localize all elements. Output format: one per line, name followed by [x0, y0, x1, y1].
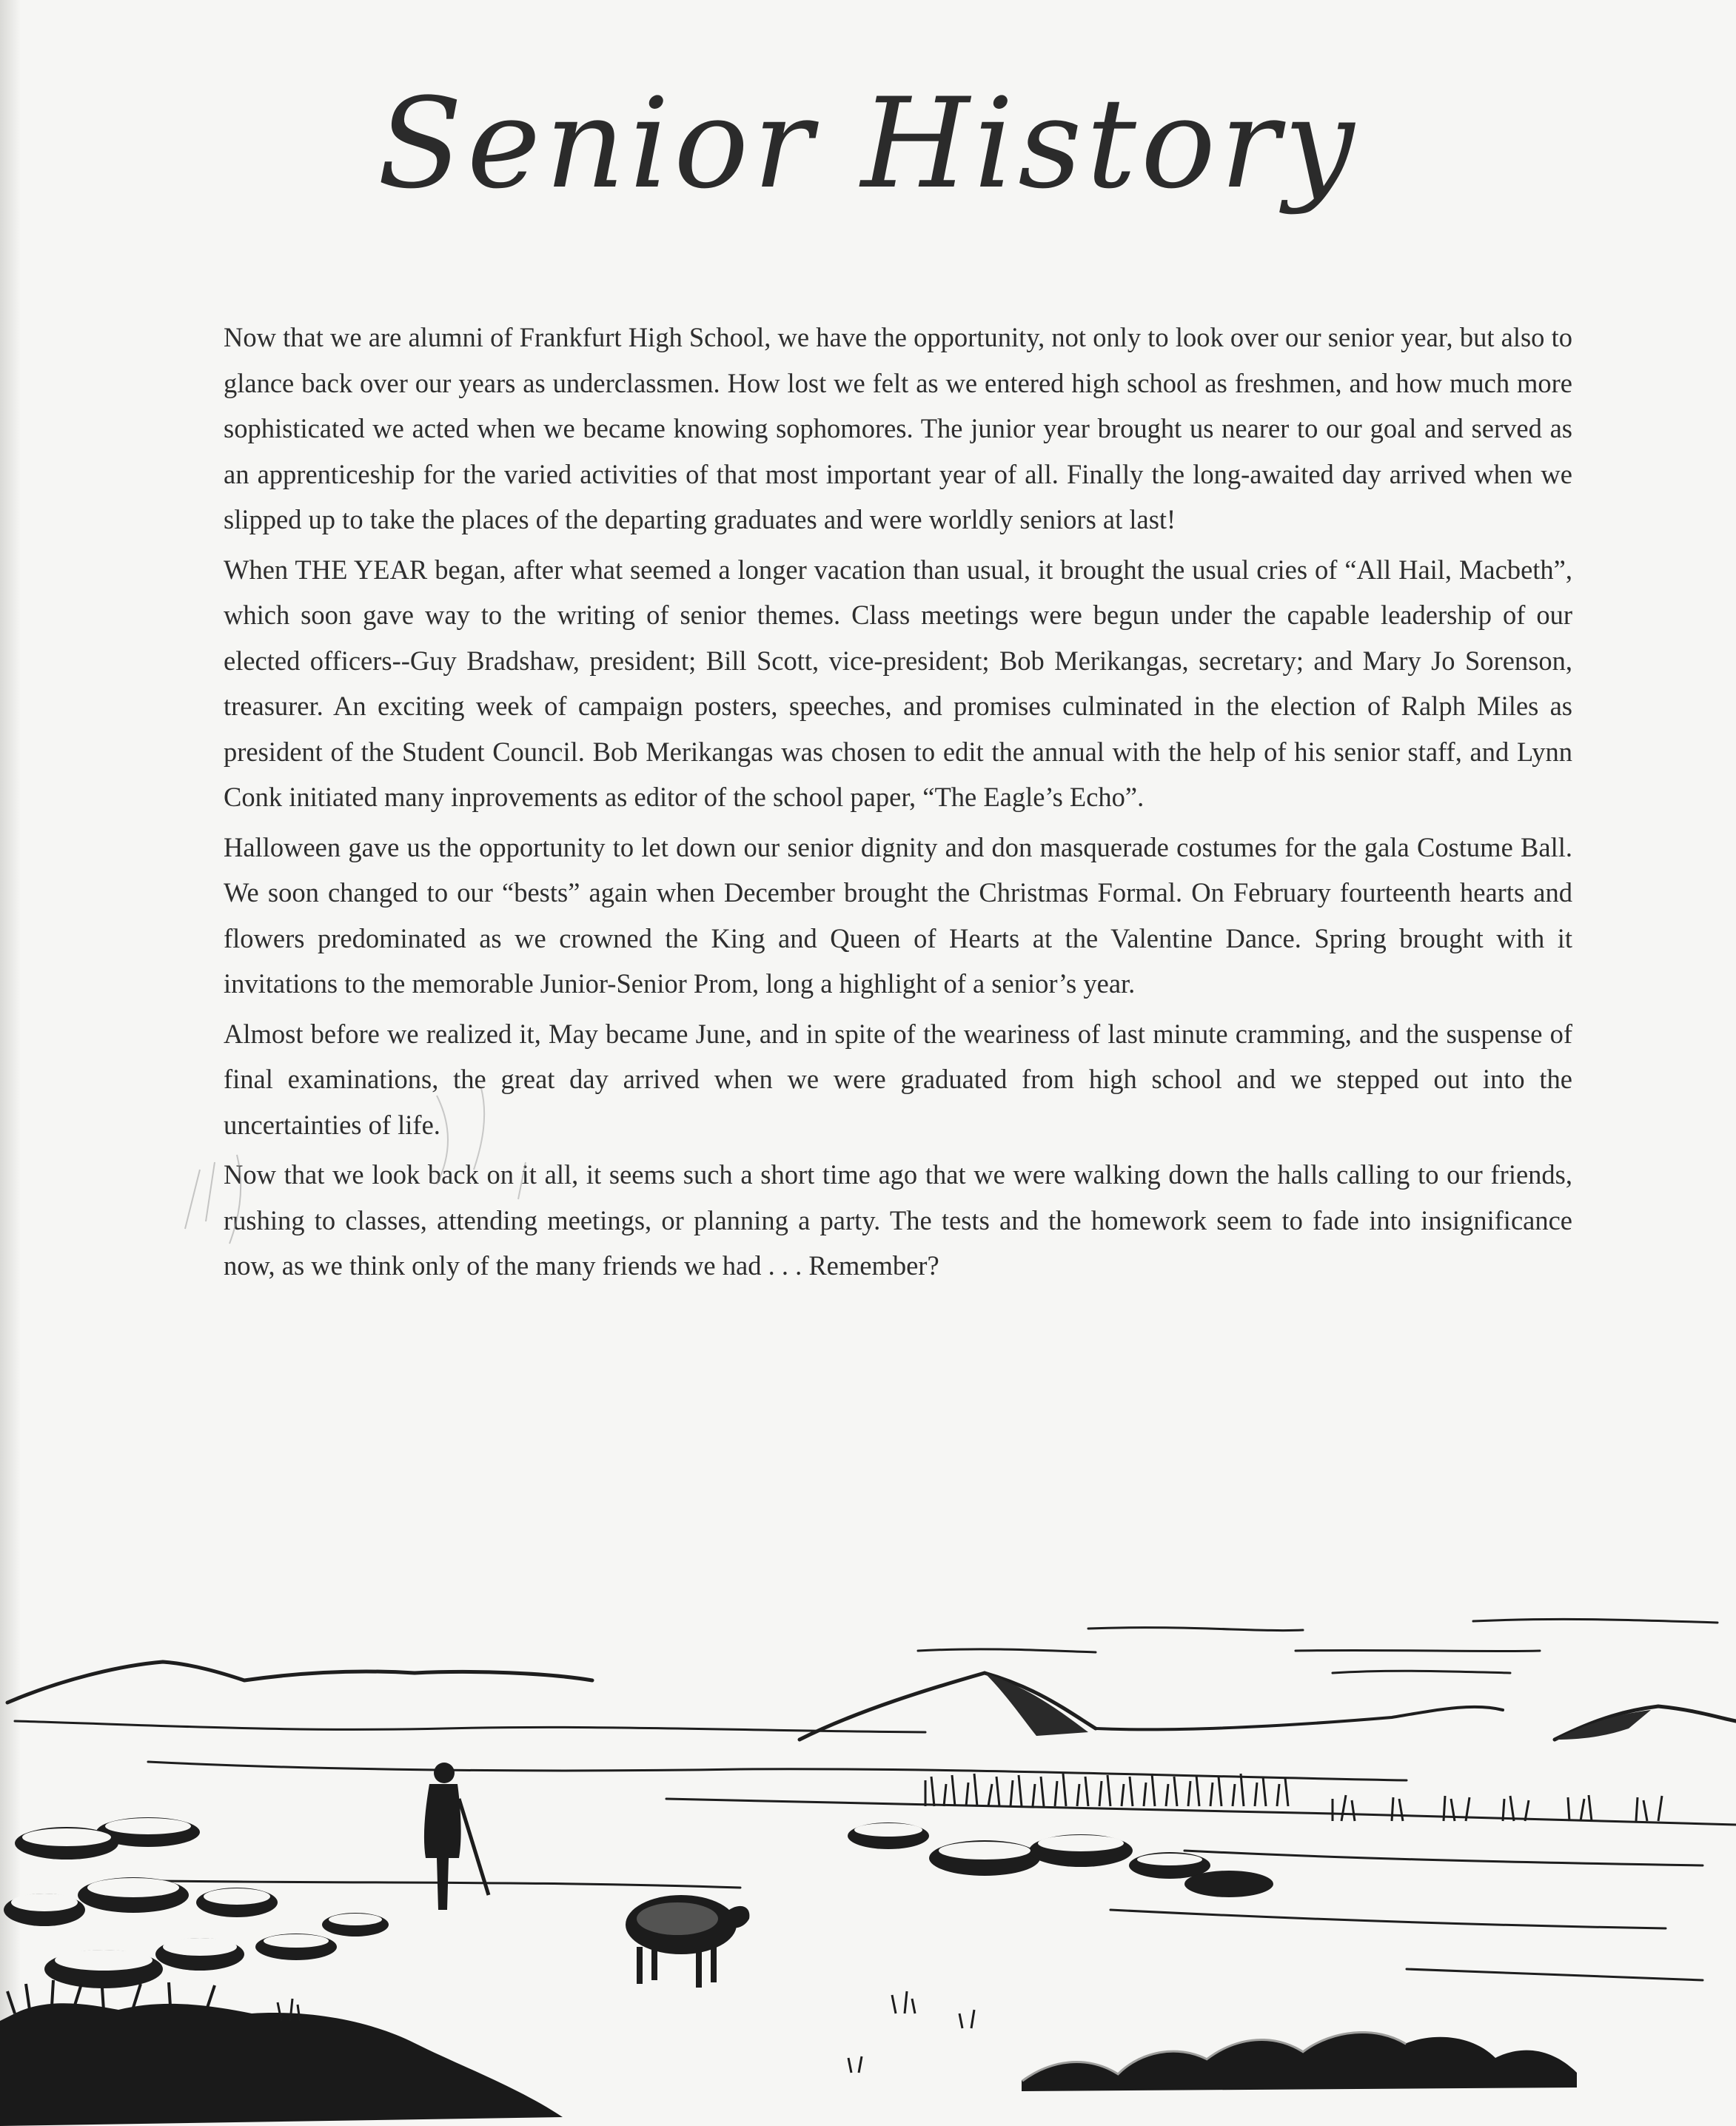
- paragraph-2: When THE YEAR began, after what seemed a longer vacation than usual, it brought the usual cries of “All Hail, Macbeth”, which soon gave way to the writing of senior themes. Class meetings were begun under the capable leadership of our elected officers--Guy Bradshaw, president; Bill Scott, vice-president; Bob Merikangas, secretary; and Mary Jo Sorenson, treasurer. An exciting week of campaign posters, speeches, and promises culminated in the election of Ralph Miles as president of the Student Council. Bob Merikangas was chosen to edit the annual with the help of his senior staff, and Lynn Conk initiated many inprovements as editor of the school paper, “The Eagle’s Echo”.: [224, 554, 1572, 812]
- pencil-scribble: [170, 1081, 585, 1258]
- paragraph-3: Halloween gave us the opportunity to let down our senior dignity and don masquerade costumes for the gala Costume Ball. We soon changed to our “bests” again when December brought the Christmas Formal. On February fourteenth hearts and flowers predominated as we crowned the King and Queen of Hearts at the Valentine Dance. Spring brought with it invitations to the memorable Junior-Senior Prom, long a highlight of a senior’s year.: [224, 831, 1572, 999]
- paragraph-4: Almost before we realized it, May became June, and in spite of the weariness of last minute cramming, and the suspense of final examinations, the great day arrived when we were graduated from high school and we stepped out into the uncertainties of life.: [224, 1018, 1572, 1140]
- walking-figure: [424, 1763, 489, 1910]
- paragraph-1: Now that we are alumni of Frankfurt High School, we have the opportunity, not only to look over our senior year, but also to glance back over our years as underclassmen. How lost we felt as we entered high school as freshmen, and how much more sophisticated we acted when we became knowing sophomores. The junior year brought us nearer to our goal and served as an apprenticeship for the varied activities of that most important year of all. Finally the long-awaited day arrived when we slipped up to take the places of the departing graduates and were worldly seniors at last!: [224, 322, 1572, 534]
- page-title: Senior History: [377, 71, 1359, 216]
- landscape-illustration: [0, 1599, 1736, 2126]
- paragraph-5: Now that we look back on it all, it seems such a short time ago that we were walking down the halls calling to our friends, rushing to classes, attending meetings, or planning a party. The tests and the homework seem to fade into insignificance now, as we think only of the many friends we had . . . Remember?: [224, 1159, 1572, 1281]
